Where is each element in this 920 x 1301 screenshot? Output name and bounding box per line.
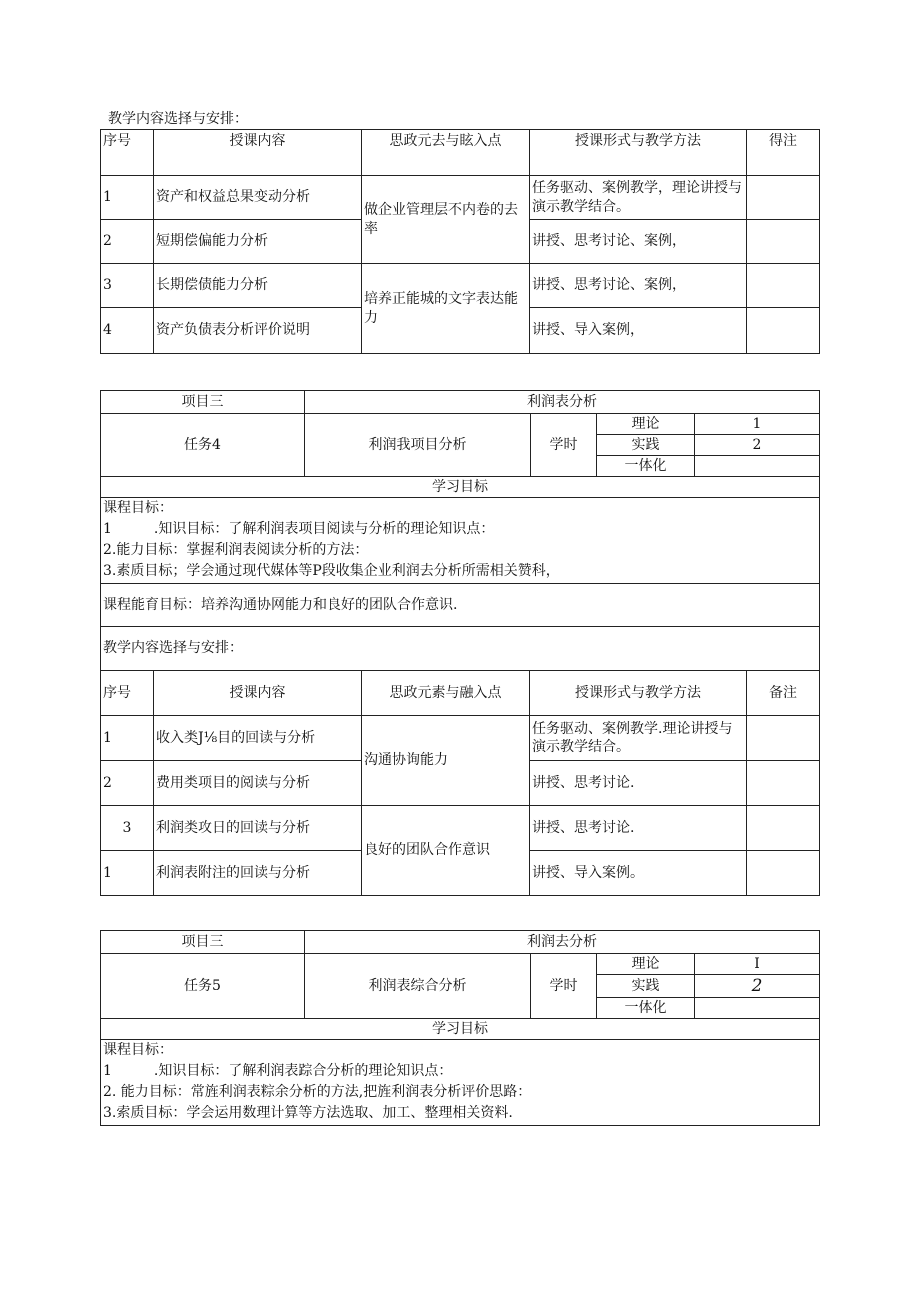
goal-line: 3.索质目标：学会运用数理计算等方法选取、加工、整理相关资料. [103, 1105, 513, 1122]
row-remark [747, 761, 820, 806]
hours-value [695, 998, 820, 1019]
row-content: 利润表附注的回读与分析 [154, 851, 362, 896]
hours-label: 学时 [531, 414, 597, 477]
education-goal: 课程能育目标：培养沟通协网能力和良好的团队合作意识. [101, 584, 820, 627]
hours-value: 2 [695, 975, 820, 998]
row-remark [747, 220, 820, 264]
row-ideology: 做企业管理层不内卷的去率 [362, 176, 530, 264]
goal-line: 1 .知识目标：了解利润表项目阅读与分析的理论知识点： [103, 521, 495, 537]
row-content: 资产负债表分析评价说明 [154, 308, 362, 354]
goals-cell [101, 1040, 820, 1126]
course-goals-label: 课程目标： [103, 1042, 173, 1059]
row-ideology: 沟通协询能力 [362, 716, 530, 806]
hours-type: 理论 [597, 414, 695, 435]
goal-line: 1 .知识目标：了解利润表踪合分析的理论知识点： [103, 1063, 453, 1080]
row-ideology: 良好的团队合作意识 [362, 806, 530, 896]
row-method: 任务驱动、案例教学，理论讲授与演示教学结合。 [530, 176, 747, 220]
hours-type: 实践 [597, 975, 695, 998]
section1-intro: 教学内容选择与安排： [108, 111, 248, 127]
row-method: 任务驱动、案例教学.理论讲授与演示教学结合。 [530, 716, 747, 761]
row-content: 收入类J⅛目的回读与分析 [154, 716, 362, 761]
row-no: 1 [101, 176, 154, 220]
row-remark [747, 176, 820, 220]
row-remark [747, 851, 820, 896]
hours-label: 学时 [531, 954, 597, 1019]
project-title: 利润去分析 [305, 931, 820, 954]
goal-line: 2. 能力目标：常旌利润表粽余分析的方法,把旌利润表分析评价思路： [103, 1084, 532, 1101]
row-no: 1 [101, 851, 154, 896]
row-no: 2 [101, 761, 154, 806]
goal-line: 2.能力目标：掌握利润表阅读分析的方法： [103, 542, 369, 558]
goals-header: 学习目标 [101, 477, 820, 498]
header-ideology: 思政元素与融入点 [362, 671, 530, 716]
table-header-row [101, 671, 820, 716]
row-ideology: 培养正能城的文字表达能力 [362, 264, 530, 354]
project-title: 利润表分析 [305, 391, 820, 414]
course-goals-label: 课程目标： [103, 500, 173, 516]
table-header-row [101, 130, 820, 176]
goals-cell [101, 498, 820, 584]
header-content: 授课内容 [154, 130, 362, 176]
row-method: 讲授、思考讨论、案例， [530, 264, 747, 308]
goals-header: 学习目标 [101, 1019, 820, 1040]
goal-line: 3.素质目标；学会通过现代媒体等P段收集企业利润去分析所需相关赞科， [103, 563, 560, 579]
header-remark: 备注 [747, 671, 820, 716]
row-method: 讲授、导入案例。 [530, 851, 747, 896]
row-content: 费用类项目的阅读与分析 [154, 761, 362, 806]
row-no: 3 [101, 264, 154, 308]
task-title: 利润表综合分析 [305, 954, 531, 1019]
hours-type: 一体化 [597, 998, 695, 1019]
row-no: 1 [101, 716, 154, 761]
row-remark [747, 308, 820, 354]
table-row [101, 264, 820, 308]
hours-value: 1 [695, 414, 820, 435]
row-content: 长期偿债能力分析 [154, 264, 362, 308]
row-method: 讲授、思考讨论. [530, 761, 747, 806]
hours-value: 2 [695, 435, 820, 456]
project-label: 项目三 [101, 931, 305, 954]
table-row [101, 716, 820, 761]
row-content: 短期偿偏能力分析 [154, 220, 362, 264]
row-no: 4 [101, 308, 154, 354]
task-label: 任务4 [101, 414, 305, 477]
header-ideology: 思政元去与眩入点 [362, 130, 530, 176]
row-no: 3 [101, 806, 154, 851]
row-remark [747, 264, 820, 308]
row-content: 利润类攻日的回读与分析 [154, 806, 362, 851]
hours-type: 一体化 [597, 456, 695, 477]
hours-type: 理论 [597, 954, 695, 975]
section2-intro: 教学内容选择与安排： [101, 627, 820, 671]
row-method: 讲授、思考讨论. [530, 806, 747, 851]
task-title: 利润我项目分析 [305, 414, 531, 477]
row-method: 讲授、导入案例， [530, 308, 747, 354]
hours-value [695, 456, 820, 477]
section3-task-table [100, 930, 820, 1126]
table-row [101, 176, 820, 220]
header-content: 授课内容 [154, 671, 362, 716]
section2-task-table [100, 390, 820, 671]
row-content: 资产和权益总果变动分析 [154, 176, 362, 220]
section2-content-table [100, 670, 820, 896]
hours-type: 实践 [597, 435, 695, 456]
row-remark [747, 806, 820, 851]
row-method: 讲授、思考讨论、案例， [530, 220, 747, 264]
task-label: 任务5 [101, 954, 305, 1019]
table-row [101, 806, 820, 851]
header-method: 授课形式与教学方法 [530, 130, 747, 176]
hours-value: I [695, 954, 820, 975]
header-method: 授课形式与教学方法 [530, 671, 747, 716]
row-no: 2 [101, 220, 154, 264]
row-remark [747, 716, 820, 761]
header-no: 序号 [101, 671, 154, 716]
project-label: 项目三 [101, 391, 305, 414]
section1-content-table [100, 129, 820, 354]
header-no: 序号 [101, 130, 154, 176]
header-remark: 得注 [747, 130, 820, 176]
